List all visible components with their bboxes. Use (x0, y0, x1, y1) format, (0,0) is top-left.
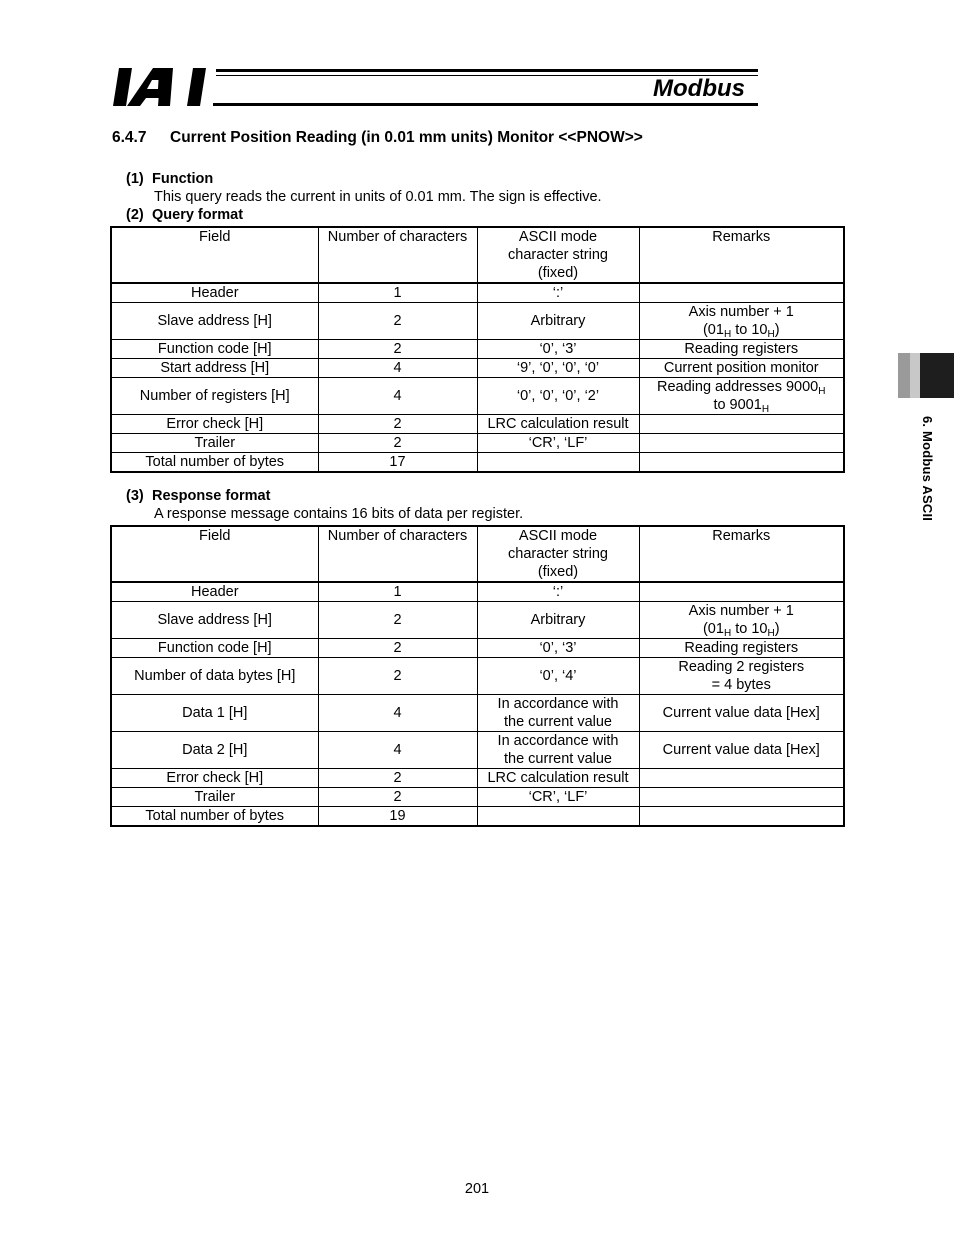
table-row (111, 283, 844, 303)
chars-cell: 2 (318, 658, 477, 695)
table-row (111, 769, 844, 788)
remarks-text: (01 (702, 621, 724, 637)
query-format-table (110, 226, 845, 473)
chapter-side-label: 6. Modbus ASCII (920, 416, 935, 522)
table-row (111, 303, 844, 340)
query-title: Query format (152, 207, 244, 223)
chars-cell: 1 (318, 582, 477, 602)
table-row (111, 415, 844, 434)
table-row (111, 732, 844, 769)
table-row (111, 602, 844, 639)
chapter-tab-stripe (910, 353, 920, 398)
column-header: Number of characters (318, 526, 477, 582)
remarks-cell: Current value data [Hex] (639, 695, 844, 732)
ascii-cell (477, 453, 639, 473)
remarks-cell (639, 303, 844, 340)
remarks-cell (639, 807, 844, 827)
hex-subscript: H (767, 628, 775, 639)
table-row (111, 378, 844, 415)
column-header: ASCII mode character string (fixed) (477, 526, 639, 582)
remarks-cell (639, 434, 844, 453)
response-num: (3) (126, 488, 144, 504)
response-heading (126, 488, 270, 504)
ascii-cell (477, 695, 639, 732)
table-row (111, 582, 844, 602)
remarks-cell (639, 582, 844, 602)
table-header-row (111, 227, 844, 283)
hex-subscript: H (767, 329, 775, 340)
remarks-cell: Reading registers (639, 639, 844, 658)
field-cell: Data 2 [H] (111, 732, 318, 769)
remarks-text: ) (774, 322, 780, 338)
remarks-cell (639, 788, 844, 807)
column-header: Remarks (639, 227, 844, 283)
field-cell: Number of data bytes [H] (111, 658, 318, 695)
ascii-cell: LRC calculation result (477, 769, 639, 788)
chapter-tab-dark (920, 353, 954, 398)
table-row (111, 695, 844, 732)
field-cell: Error check [H] (111, 415, 318, 434)
field-cell: Header (111, 582, 318, 602)
ascii-cell (477, 732, 639, 769)
function-title: Function (152, 171, 214, 187)
ascii-line: In accordance with (497, 733, 619, 749)
field-cell: Total number of bytes (111, 807, 318, 827)
hex-subscript: H (761, 404, 770, 415)
chars-cell: 4 (318, 378, 477, 415)
chars-cell: 4 (318, 359, 477, 378)
section-heading (112, 129, 643, 147)
ascii-cell: ‘0’, ‘3’ (477, 639, 639, 658)
field-cell: Function code [H] (111, 340, 318, 359)
section-number: 6.4.7 (112, 129, 147, 146)
hex-subscript: H (818, 386, 826, 397)
ascii-line: the current value (503, 714, 612, 730)
remarks-cell: Current value data [Hex] (639, 732, 844, 769)
chars-cell: 2 (318, 340, 477, 359)
remarks-line: = 4 bytes (711, 677, 771, 693)
chars-cell: 2 (318, 415, 477, 434)
column-header: Field (111, 526, 318, 582)
field-cell: Number of registers [H] (111, 378, 318, 415)
chars-cell: 19 (318, 807, 477, 827)
function-text: This query reads the current in units of 0.01 mm. The sign is effective. (154, 189, 602, 205)
ascii-cell: ‘:’ (477, 582, 639, 602)
query-num: (2) (126, 207, 144, 223)
column-header: ASCII mode character string (fixed) (477, 227, 639, 283)
field-cell: Data 1 [H] (111, 695, 318, 732)
column-header: Remarks (639, 526, 844, 582)
table-row (111, 434, 844, 453)
field-cell: Trailer (111, 788, 318, 807)
header-rule-bottom (213, 103, 758, 106)
remarks-cell: Current position monitor (639, 359, 844, 378)
ascii-line: In accordance with (497, 696, 619, 712)
field-cell: Function code [H] (111, 639, 318, 658)
table-row (111, 807, 844, 827)
column-header: Number of characters (318, 227, 477, 283)
chars-cell: 4 (318, 695, 477, 732)
chars-cell: 17 (318, 453, 477, 473)
ascii-cell: ‘CR’, ‘LF’ (477, 788, 639, 807)
hex-subscript: H (723, 628, 732, 639)
remarks-text: (01 (702, 322, 724, 338)
response-text: A response message contains 16 bits of data per register. (154, 506, 524, 522)
table-row (111, 639, 844, 658)
column-header: Field (111, 227, 318, 283)
ascii-cell: ‘CR’, ‘LF’ (477, 434, 639, 453)
table-row (111, 453, 844, 473)
field-cell: Slave address [H] (111, 303, 318, 340)
chars-cell: 4 (318, 732, 477, 769)
chars-cell: 2 (318, 788, 477, 807)
remarks-line: Reading 2 registers (678, 659, 805, 675)
ascii-cell: LRC calculation result (477, 415, 639, 434)
field-cell: Start address [H] (111, 359, 318, 378)
ascii-cell: ‘:’ (477, 283, 639, 303)
query-heading (126, 207, 243, 223)
chars-cell: 1 (318, 283, 477, 303)
function-heading (126, 171, 213, 187)
remarks-text: ) (774, 621, 780, 637)
remarks-text: to 10 (731, 322, 768, 338)
response-format-table (110, 525, 845, 827)
header-rule-top (216, 69, 758, 72)
ascii-cell: ‘0’, ‘4’ (477, 658, 639, 695)
table-row (111, 788, 844, 807)
table-row (111, 359, 844, 378)
remarks-cell (639, 658, 844, 695)
page-number: 201 (464, 1181, 490, 1197)
remarks-line: Axis number + 1 (688, 603, 794, 619)
header-title: Modbus (653, 75, 745, 102)
chars-cell: 2 (318, 303, 477, 340)
remarks-cell: Reading registers (639, 340, 844, 359)
remarks-cell (639, 283, 844, 303)
field-cell: Trailer (111, 434, 318, 453)
remarks-cell (639, 378, 844, 415)
hex-subscript: H (723, 329, 732, 340)
table-row (111, 658, 844, 695)
remarks-text: Reading addresses 9000 (657, 379, 819, 395)
ascii-cell (477, 807, 639, 827)
chars-cell: 2 (318, 769, 477, 788)
ascii-cell: Arbitrary (477, 303, 639, 340)
remarks-cell (639, 602, 844, 639)
field-cell: Header (111, 283, 318, 303)
ascii-line: the current value (503, 751, 612, 767)
remarks-text: to 9001 (713, 397, 762, 413)
table-header-row (111, 526, 844, 582)
chars-cell: 2 (318, 639, 477, 658)
field-cell: Error check [H] (111, 769, 318, 788)
chars-cell: 2 (318, 434, 477, 453)
ascii-cell: ‘9’, ‘0’, ‘0’, ‘0’ (477, 359, 639, 378)
field-cell: Total number of bytes (111, 453, 318, 473)
remarks-text: to 10 (731, 621, 768, 637)
response-title: Response format (152, 488, 271, 504)
remarks-line: Axis number + 1 (688, 304, 794, 320)
section-title: Current Position Reading (in 0.01 mm units) Monitor <<PNOW>> (170, 129, 643, 146)
function-num: (1) (126, 171, 144, 187)
table-row (111, 340, 844, 359)
remarks-cell (639, 415, 844, 434)
ascii-cell: ‘0’, ‘3’ (477, 340, 639, 359)
ascii-cell: Arbitrary (477, 602, 639, 639)
field-cell: Slave address [H] (111, 602, 318, 639)
ascii-cell: ‘0’, ‘0’, ‘0’, ‘2’ (477, 378, 639, 415)
chars-cell: 2 (318, 602, 477, 639)
remarks-cell (639, 453, 844, 473)
remarks-cell (639, 769, 844, 788)
iai-logo (113, 68, 211, 106)
